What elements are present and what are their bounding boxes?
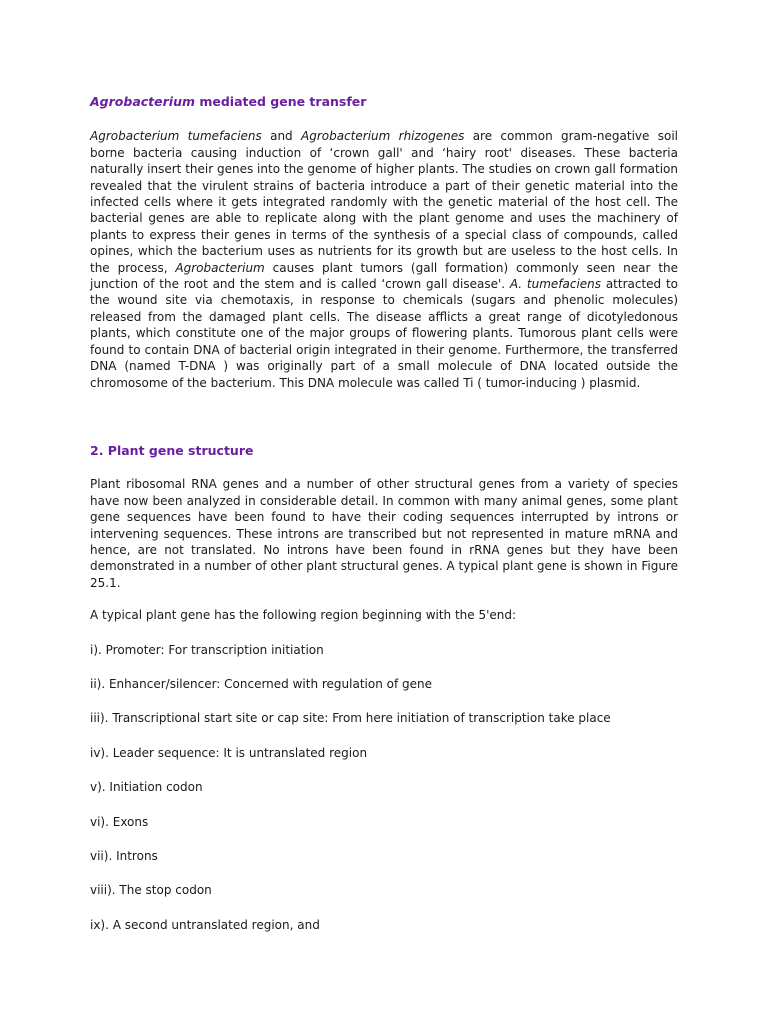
- paragraph-plant-gene: Plant ribosomal RNA genes and a number of other structural genes from a variety of species have now been analyzed in considerable detail. In common with many animal genes, some plant gene sequences have been found to have their coding sequences interrupted by introns or intervening sequences. These introns are transcribed but not represented in mature mRNA and hence, are not translated. No introns have been found in rRNA genes but they have been demonstrated in a number of other plant structural genes. A typical plant gene is shown in Figure 25.1.: [90, 477, 678, 590]
- list-item: iv). Leader sequence: It is untranslated region: [90, 745, 368, 760]
- list-item: v). Initiation codon: [90, 780, 203, 795]
- heading-text: mediated gene transfer: [195, 94, 367, 109]
- section-heading-plant-gene-structure: 2. Plant gene structure: [90, 442, 254, 458]
- text-run: causes plant tumors (gall formation) commonly seen near the junction of the root and the stem and is called ‘crown gall disease'.: [90, 260, 679, 292]
- list-item: vii). Introns: [90, 849, 158, 863]
- text-run: and: [261, 129, 301, 144]
- section-heading-agrobacterium: [90, 94, 678, 110]
- paragraph-typical-gene-intro: A typical plant gene has the following region beginning with the 5'end:: [90, 608, 517, 623]
- term-a-tumefaciens: Agrobacterium tumefaciens: [90, 129, 262, 144]
- list-item: ix). A second untranslated region, and: [90, 917, 320, 932]
- term-a-rhizogenes: Agrobacterium rhizogenes: [301, 129, 465, 144]
- text-run: are common gram-negative soil borne bacteria causing induction of ‘crown gall' and ‘hairy root' diseases. These bacteria naturally insert their genes into the genome of higher plants. The studies on crown gall formation revealed that the virulent strains of bacteria introduce a part of their genetic material into the infected cells where it gets integrated randomly with the genetic material of the host cell. The bacterial genes are able to replicate along with the plant genome and uses the machinery of plants to express their genes in terms of the synthesis of a special class of compounds, called opines, which the bacterium uses as nutrients for its growth but are useless to the host cells. In the process,: [90, 129, 678, 275]
- heading-italic-term: Agrobacterium: [90, 94, 195, 109]
- list-item: i). Promoter: For transcription initiation: [90, 642, 324, 657]
- list-item: vi). Exons: [90, 814, 149, 829]
- list-item: viii). The stop codon: [90, 883, 212, 898]
- term-a-tumefaciens-short: A. tumefaciens: [509, 277, 602, 292]
- term-agrobacterium: Agrobacterium: [175, 260, 265, 275]
- paragraph-agrobacterium: [90, 128, 678, 391]
- text-run: attracted to the wound site via chemotaxis, in response to chemicals (sugars and phenolic molecules) released from the damaged plant cells. The disease afflicts a great range of dicotyledonous plants, which constitute one of the major groups of flowering plants. Tumorous plant cells were found to contain DNA of bacterial origin integrated in their genome. Furthermore, the transferred DNA (named T-DNA ) was originally part of a small molecule of DNA located outside the chromosome of the bacterium. This DNA molecule was called Ti ( tumor-inducing ) plasmid.: [90, 277, 678, 390]
- list-item: ii). Enhancer/silencer: Concerned with regulation of gene: [90, 676, 433, 691]
- list-item: iii). Transcriptional start site or cap site: From here initiation of transcription take place: [90, 711, 611, 726]
- document-page: [90, 94, 678, 933]
